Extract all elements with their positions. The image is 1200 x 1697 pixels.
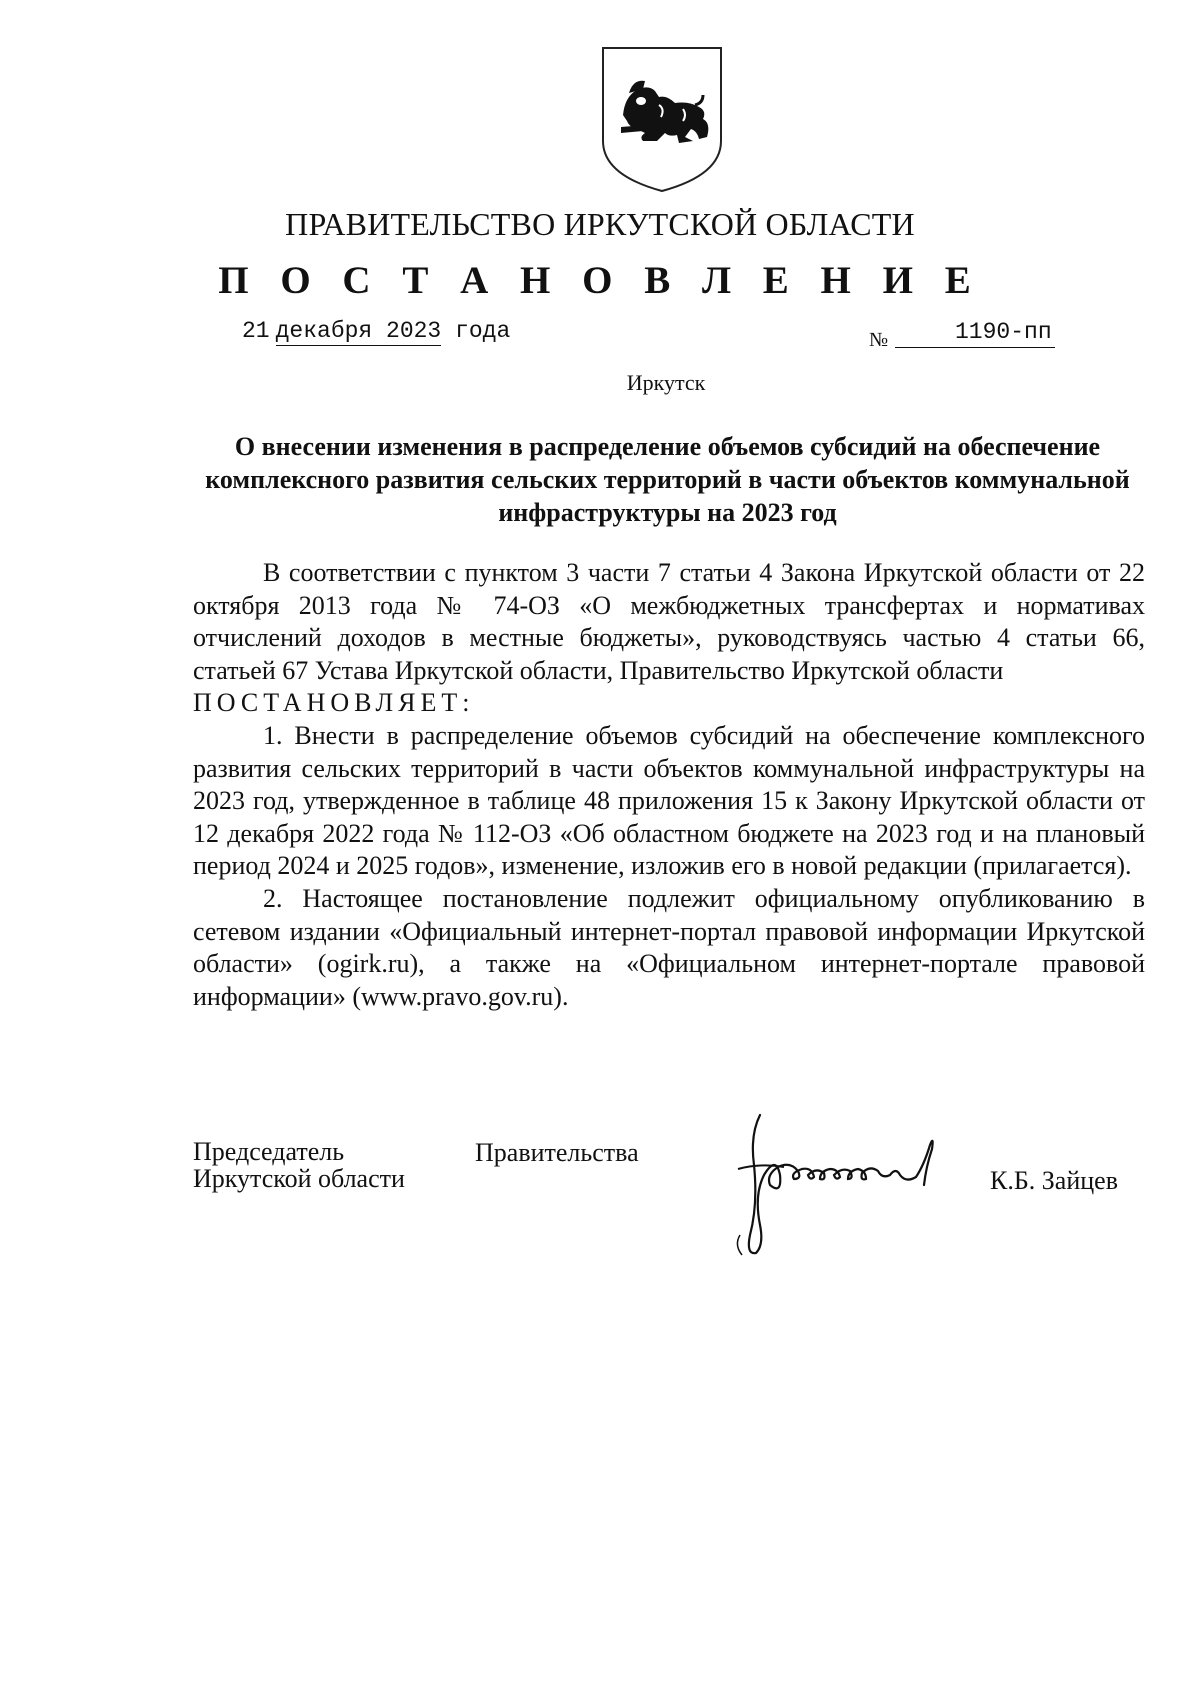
item-2-paragraph: 2. Настоящее постановление подлежит официальному опубликованию в сетевом издании «Официальный интернет-портал правовой информации Иркутской области» (ogirk.ru), а также на «Официальном интернет-портале правовой информации» (www.pravo.gov.ru). [193, 883, 1145, 1011]
document-number: 1190-пп [955, 319, 1052, 345]
position-line-1: Председатель [193, 1137, 345, 1166]
preamble-paragraph: В соответствии с пунктом 3 части 7 статьи 4 Закона Иркутской области от 22 октября 2013 года № 74-ОЗ «О межбюджетных трансфертах и нормативах отчислений доходов в местные бюджеты», руководствуясь частью 4 статьи 66, статьей 67 Устава Иркутской области, Правительство Иркутской области [193, 558, 1145, 685]
signatory-name: К.Б. Зайцев [990, 1166, 1118, 1195]
date-day: 21 [242, 318, 270, 344]
number-sign: № [869, 329, 889, 351]
document-type-title: П О С Т А Н О В Л Е Н И Е [218, 259, 982, 302]
resolves-heading: ПОСТАНОВЛЯЕТ: [193, 688, 475, 718]
date-suffix: года [455, 318, 511, 344]
coat-of-arms-emblem [599, 45, 725, 193]
document-body [193, 557, 1145, 1013]
signatory-position [193, 1138, 405, 1192]
date-month-year: декабря 2023 [275, 318, 442, 344]
position-line-2: Иркутской области [193, 1164, 405, 1193]
government-name: ПРАВИТЕЛЬСТВО ИРКУТСКОЙ ОБЛАСТИ [285, 206, 915, 242]
number-underline [895, 347, 1055, 348]
item-1-paragraph: 1. Внести в распределение объемов субсидий на обеспечение комплексного развития сельских территорий в части объектов коммунальной инфраструктуры на 2023 год, утвержденное в таблице 48 приложения 15 к Закону Иркутской области от 12 декабря 2022 года № 112-ОЗ «Об областном бюджете на 2023 год и на плановый период 2024 и 2025 годов», изменение, изложив его в новой редакции (прилагается). [193, 720, 1145, 881]
city: Иркутск [626, 370, 706, 395]
position-government: Правительства [475, 1138, 639, 1167]
handwritten-signature [720, 1105, 975, 1260]
document-subject: О внесении изменения в распределение объемов субсидий на обеспечение комплексного развития сельских территорий в части объектов коммунальной инфраструктуры на 2023 год [205, 432, 1130, 527]
document-date [242, 318, 510, 344]
